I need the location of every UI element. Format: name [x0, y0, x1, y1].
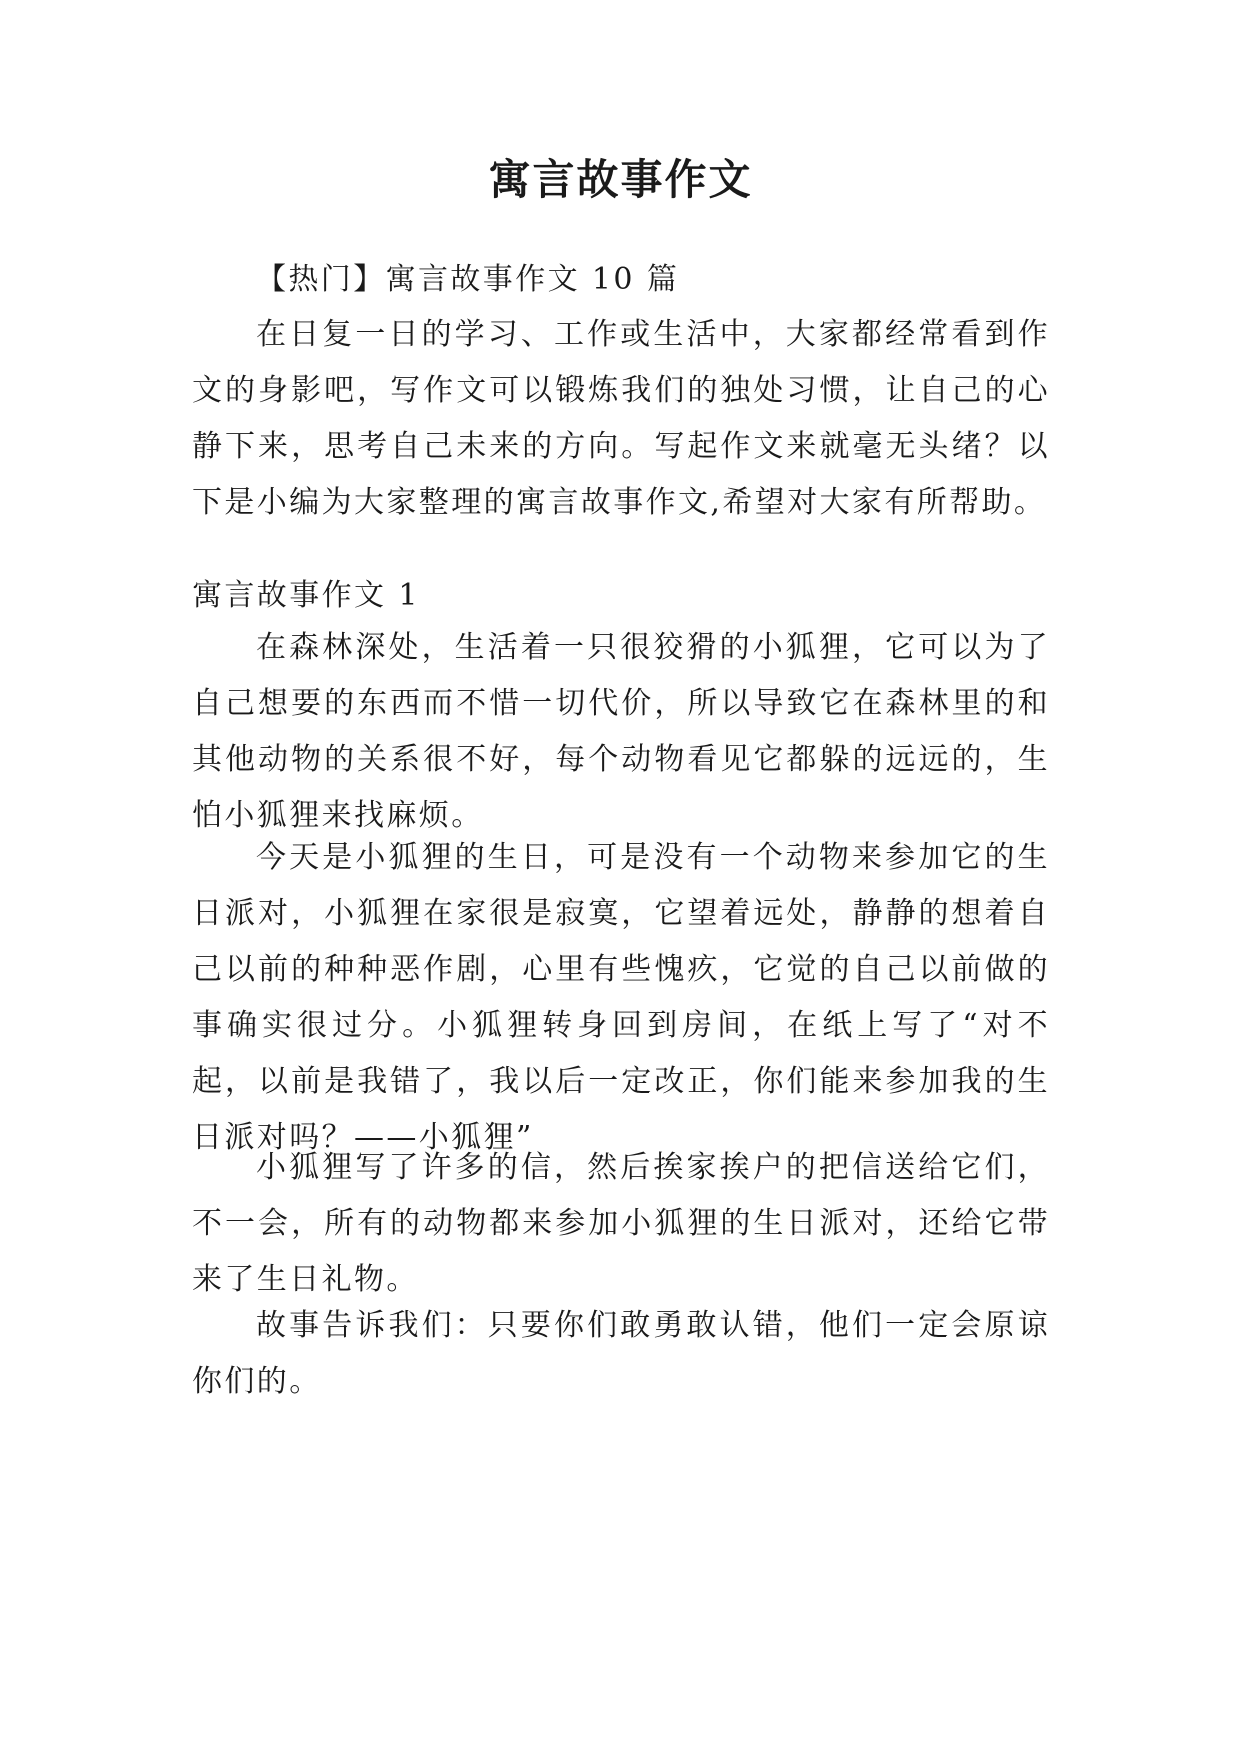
story-paragraph-3: 小狐狸写了许多的信，然后挨家挨户的把信送给它们，不一会，所有的动物都来参加小狐狸的生日派对，还给它带来了生日礼物。 — [192, 1150, 1050, 1297]
story-moral-paragraph: 故事告诉我们：只要你们敢勇敢认错，他们一定会原谅你们的。 — [192, 1308, 1050, 1399]
document-title: 寓言故事作文 — [488, 155, 753, 204]
section-heading: 寓言故事作文 1 — [192, 578, 420, 613]
story-paragraph-2: 今天是小狐狸的生日，可是没有一个动物来参加它的生日派对，小狐狸在家很是寂寞，它望着远处，静静的想着自己以前的种种恶作剧，心里有些愧疚，它觉的自己以前做的事确实很过分。小狐狸转身回到房间，在纸上写了“对不起，以前是我错了，我以后一定改正，你们能来参加我的生日派对吗？——小狐狸” — [192, 840, 1050, 1155]
story-paragraph-1: 在森林深处，生活着一只很狡猾的小狐狸，它可以为了自己想要的东西而不惜一切代价，所以导致它在森林里的和其他动物的关系很不好，每个动物看见它都躲的远远的，生怕小狐狸来找麻烦。 — [192, 630, 1050, 833]
intro-heading: 【热门】寓言故事作文 10 篇 — [256, 262, 680, 297]
intro-paragraph: 在日复一日的学习、工作或生活中，大家都经常看到作文的身影吧，写作文可以锻炼我们的独处习惯，让自己的心静下来，思考自己未来的方向。写起作文来就毫无头绪？以下是小编为大家整理的寓言故事作文,希望对大家有所帮助。 — [192, 317, 1050, 520]
